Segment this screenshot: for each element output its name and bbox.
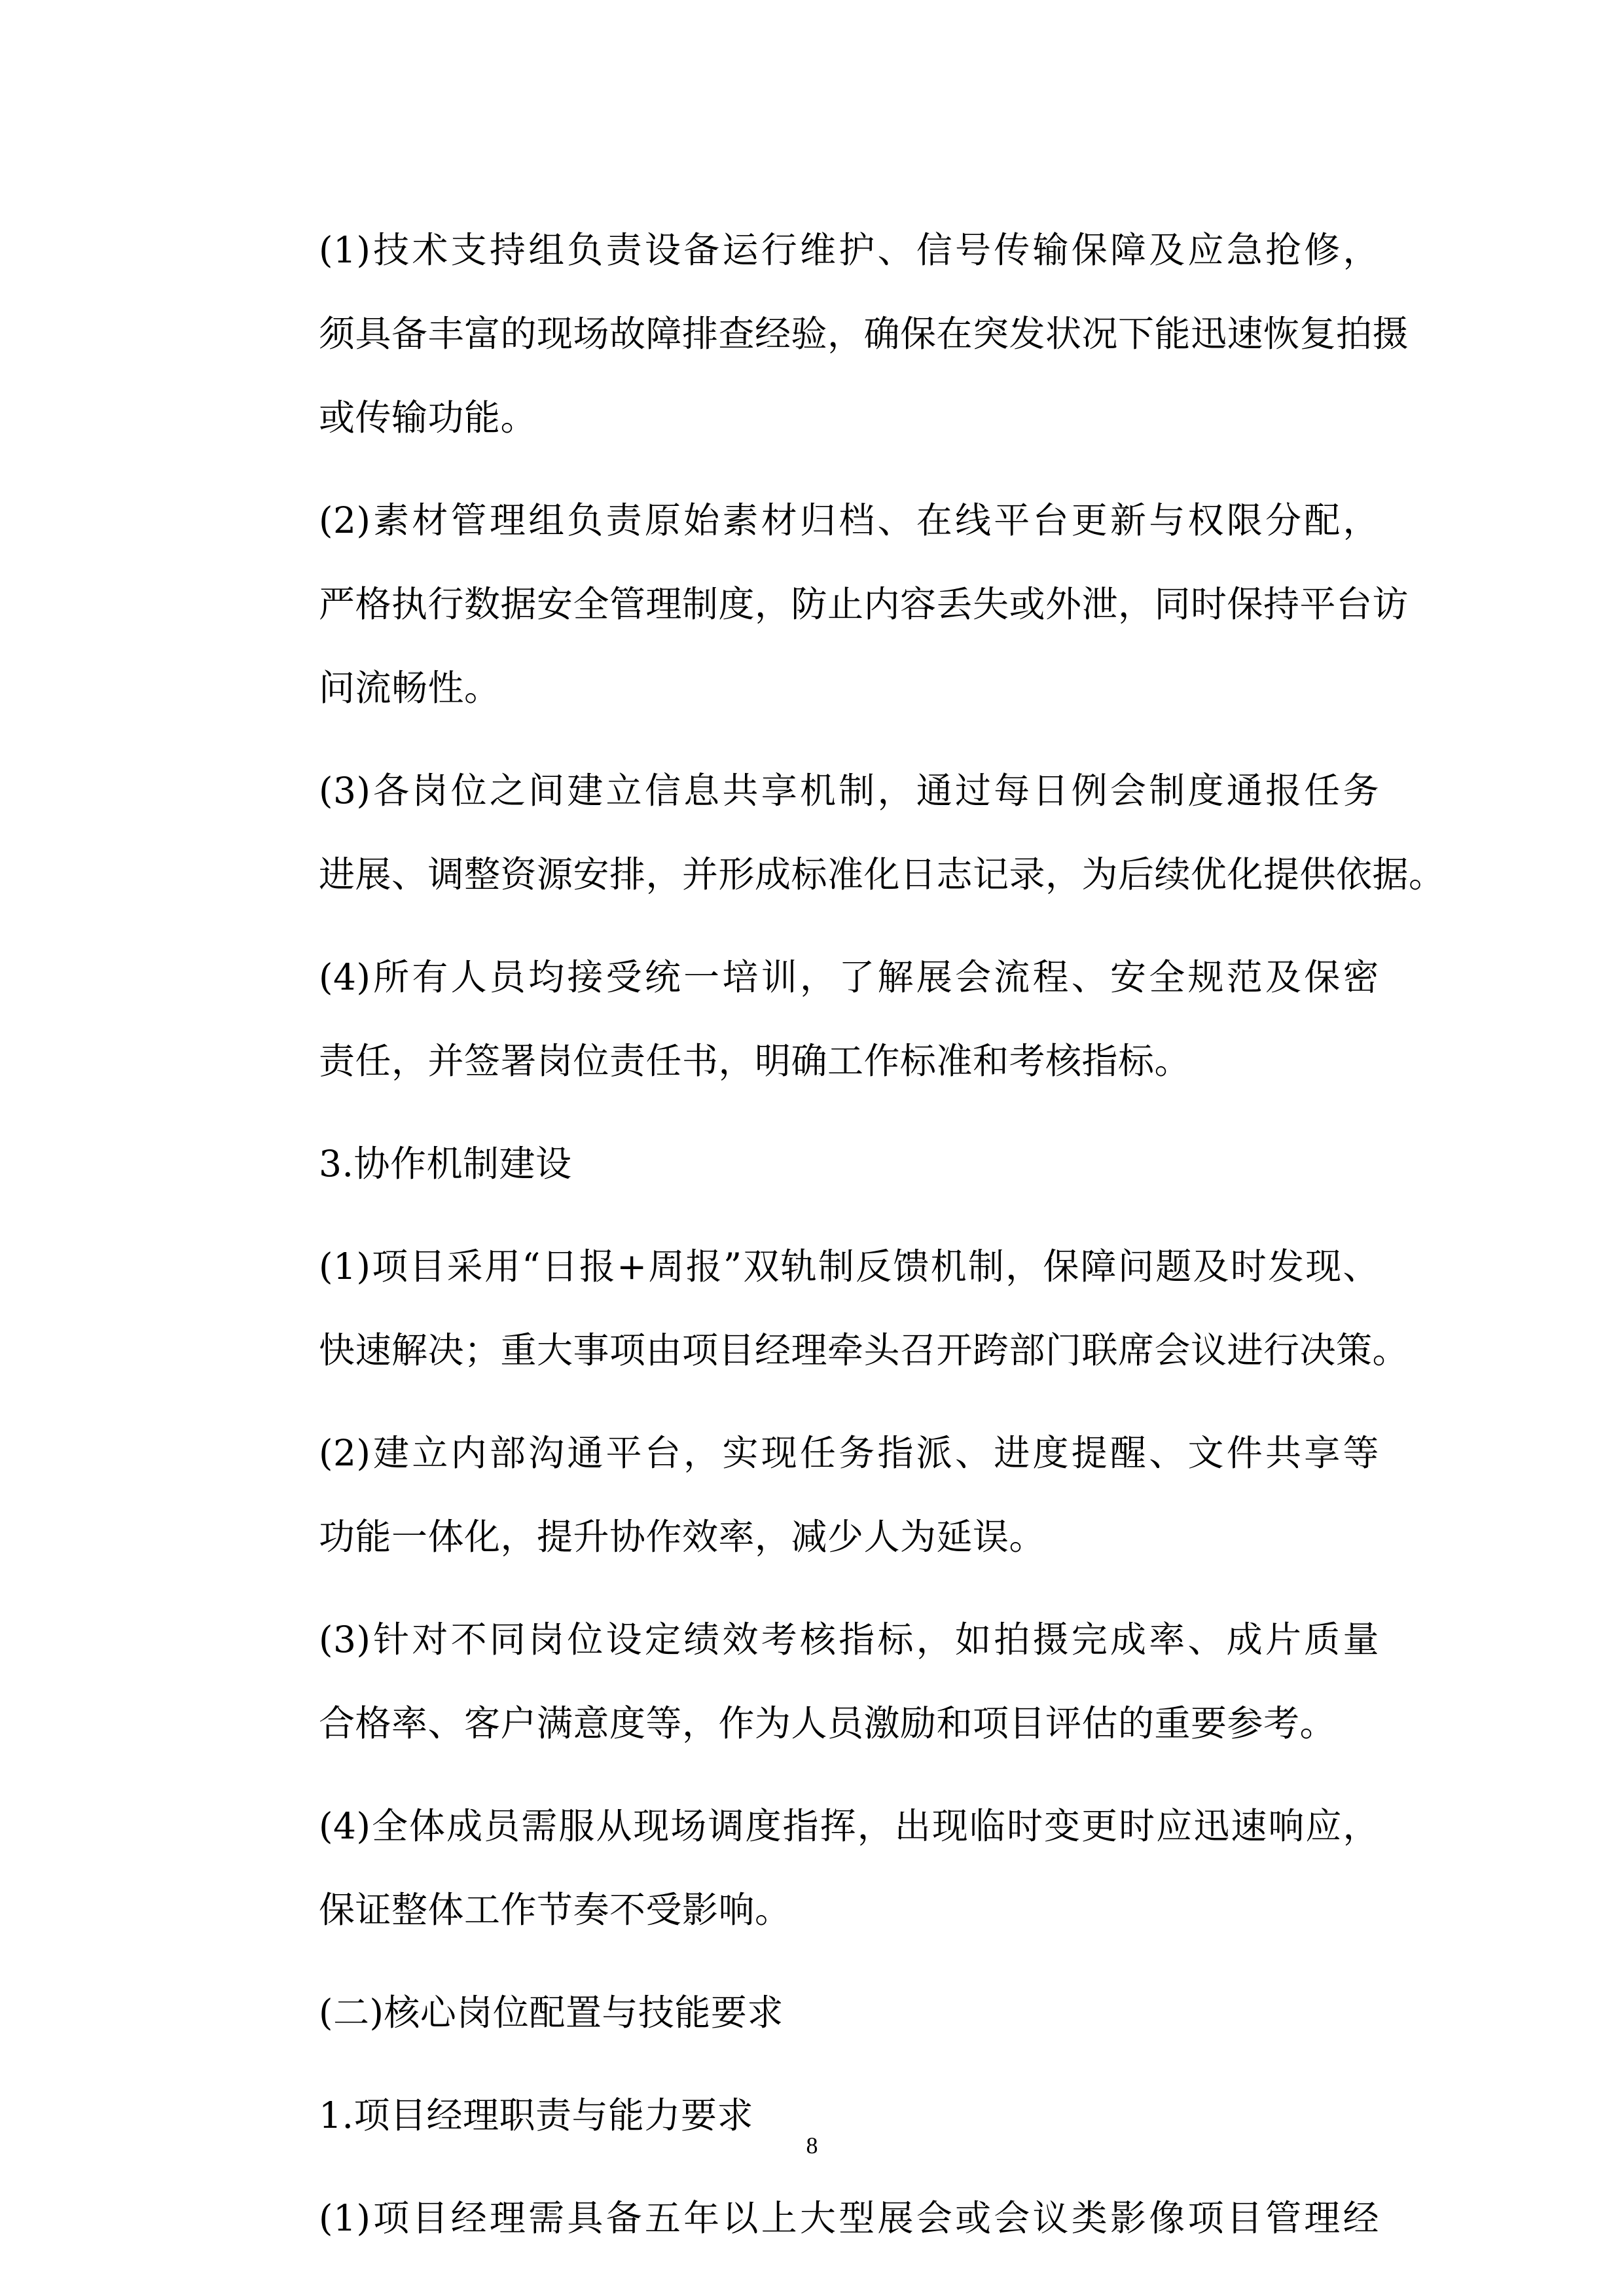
text-line: 须具备丰富的现场故障排查经验，确保在突发状况下能迅速恢复拍摄 [319,313,1409,355]
heading-text: 1.项目经理职责与能力要求 [319,2094,753,2136]
text-line: 快速解决；重大事项由项目经理牵头召开跨部门联席会议进行决策。 [319,1329,1409,1371]
paragraph-info-sharing [247,749,1445,916]
text-line: 严格执行数据安全管理制度，防止内容丢失或外泄，同时保持平台访 [319,583,1409,625]
paragraph-material-management [247,478,1409,730]
paragraph-on-site-dispatch [247,1784,1379,1952]
text-line: 或传输功能。 [319,397,537,439]
paragraph-training [247,935,1379,1103]
heading-text: 3.协作机制建设 [319,1143,572,1185]
text-line: (1)项目经理需具备五年以上大型展会或会议类影像项目管理经 [319,2197,1379,2239]
paragraph-communication-platform [247,1411,1379,1579]
text-line: 进展、调整资源安排，并形成标准化日志记录，为后续优化提供依据。 [319,853,1445,895]
paragraph-feedback-mechanism [247,1225,1409,1392]
text-line: 责任，并签署岗位责任书，明确工作标准和考核指标。 [319,1040,1191,1082]
text-line: (2)素材管理组负责原始素材归档、在线平台更新与权限分配， [319,499,1379,541]
body-text [247,208,1445,2279]
section-heading-collaboration [247,1122,1379,1206]
paragraph-tech-support [247,208,1409,459]
text-line: (3)各岗位之间建立信息共享机制，通过每日例会制度通报任务 [319,770,1379,812]
text-line: (3)针对不同岗位设定绩效考核指标，如拍摄完成率、成片质量 [319,1619,1379,1660]
text-line: 问流畅性。 [319,667,501,709]
text-line: 保证整体工作节奏不受影响。 [319,1889,791,1931]
text-line: (1)技术支持组负责设备运行维护、信号传输保障及应急抢修， [319,229,1379,271]
section-heading-core-positions [247,1971,1379,2054]
paragraph-performance-kpi [247,1598,1379,1765]
text-line: 功能一体化，提升协作效率，减少人为延误。 [319,1516,1046,1558]
text-line: (2)建立内部沟通平台，实现任务指派、进度提醒、文件共享等 [319,1432,1379,1474]
heading-text: (二)核心岗位配置与技能要求 [319,1992,784,2034]
text-line: (1)项目采用“日报+周报”双轨制反馈机制，保障问题及时发现、 [319,1246,1379,1287]
page-number: 8 [806,2132,818,2159]
paragraph-manager-experience [247,2176,1379,2260]
text-line: (4)所有人员均接受统一培训，了解展会流程、安全规范及保密 [319,956,1379,998]
text-line: (4)全体成员需服从现场调度指挥，出现临时变更时应迅速响应， [319,1805,1379,1847]
text-line: 合格率、客户满意度等，作为人员激励和项目评估的重要参考。 [319,1702,1337,1744]
